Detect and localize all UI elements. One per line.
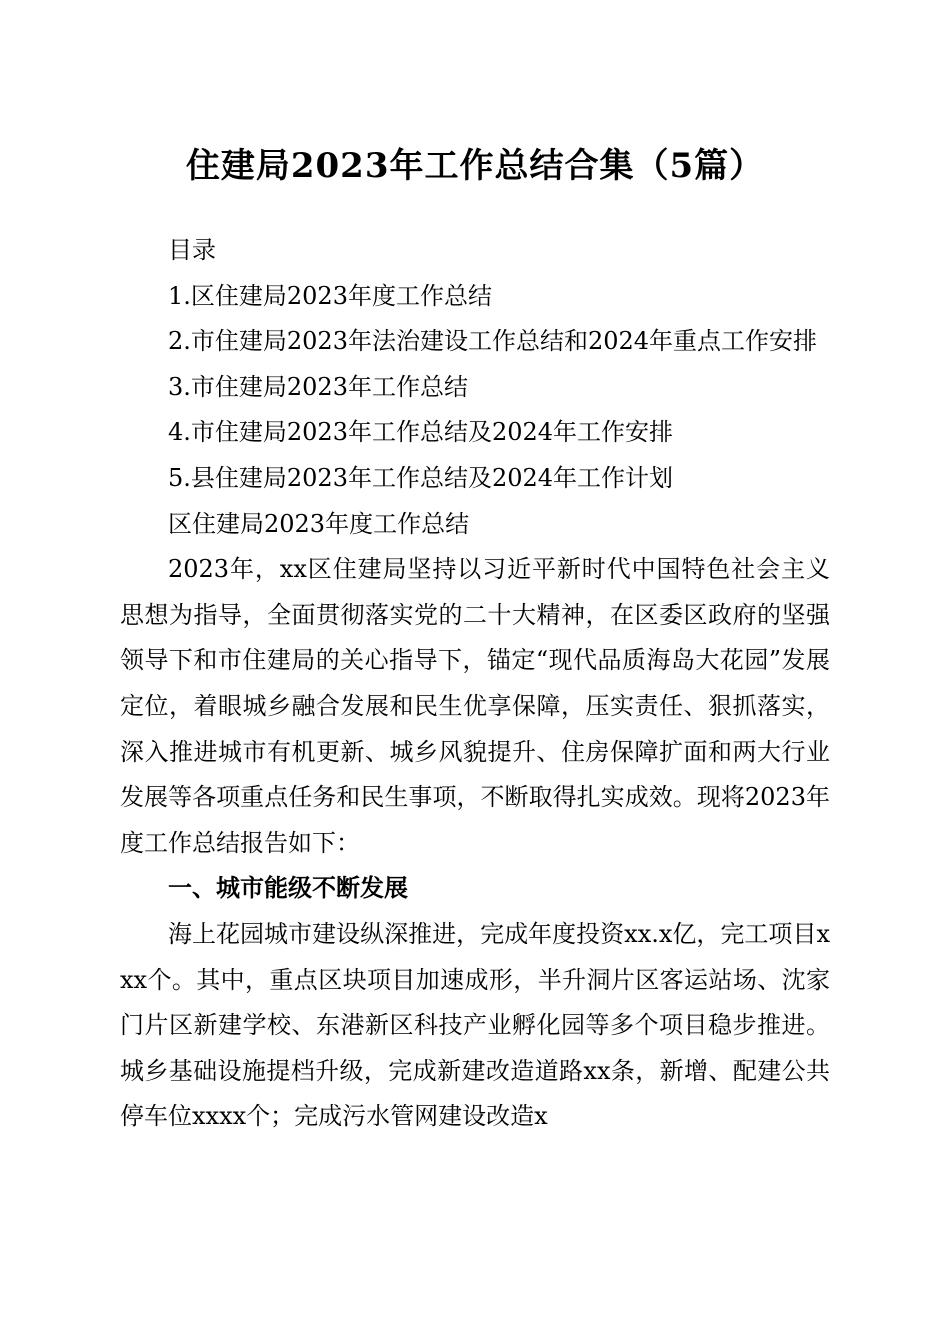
toc-item-2: 2.市住建局2023年法治建设工作总结和2024年重点工作安排 — [168, 327, 818, 356]
toc-heading: 目录 — [168, 236, 216, 264]
document-body — [120, 228, 830, 1140]
intro-paragraph: 2023年，xx区住建局坚持以习近平新时代中国特色社会主义思想为指导，全面贯彻落实党的二十大精神，在区委区政府的坚强领导下和市住建局的关心指导下，锚定“现代品质海岛大花园”发展定位，着眼城乡融合发展和民生优享保障，压实责任、狠抓落实，深入推进城市有机更新、城乡风貌提升、住房保障扩面和两大行业发展等各项重点任务和民生事项，不断取得扎实成效。现将2023年度工作总结报告如下： — [120, 555, 830, 857]
toc-item-1: 1.区住建局2023年度工作总结 — [168, 281, 492, 310]
toc-item-4: 4.市住建局2023年工作总结及2024年工作安排 — [168, 418, 674, 447]
toc-item-5: 5.县住建局2023年工作总结及2024年工作计划 — [168, 463, 674, 492]
toc-item-3: 3.市住建局2023年工作总结 — [168, 372, 468, 401]
section-heading: 一、城市能级不断发展 — [168, 874, 408, 903]
section-paragraph: 海上花园城市建设纵深推进，完成年度投资xx.x亿，完工项目xxx个。其中，重点区块项目加速成形，半升洞片区客运站场、沈家门片区新建学校、东港新区科技产业孵化园等多个项目稳步推进。城乡基础设施提档升级，完成新建改造道路xx条，新增、配建公共停车位xxxx个；完成污水管网建设改造x — [120, 919, 830, 1131]
document-title: 住建局2023年工作总结合集（5篇） — [185, 146, 765, 186]
article-title: 区住建局2023年度工作总结 — [168, 509, 470, 538]
